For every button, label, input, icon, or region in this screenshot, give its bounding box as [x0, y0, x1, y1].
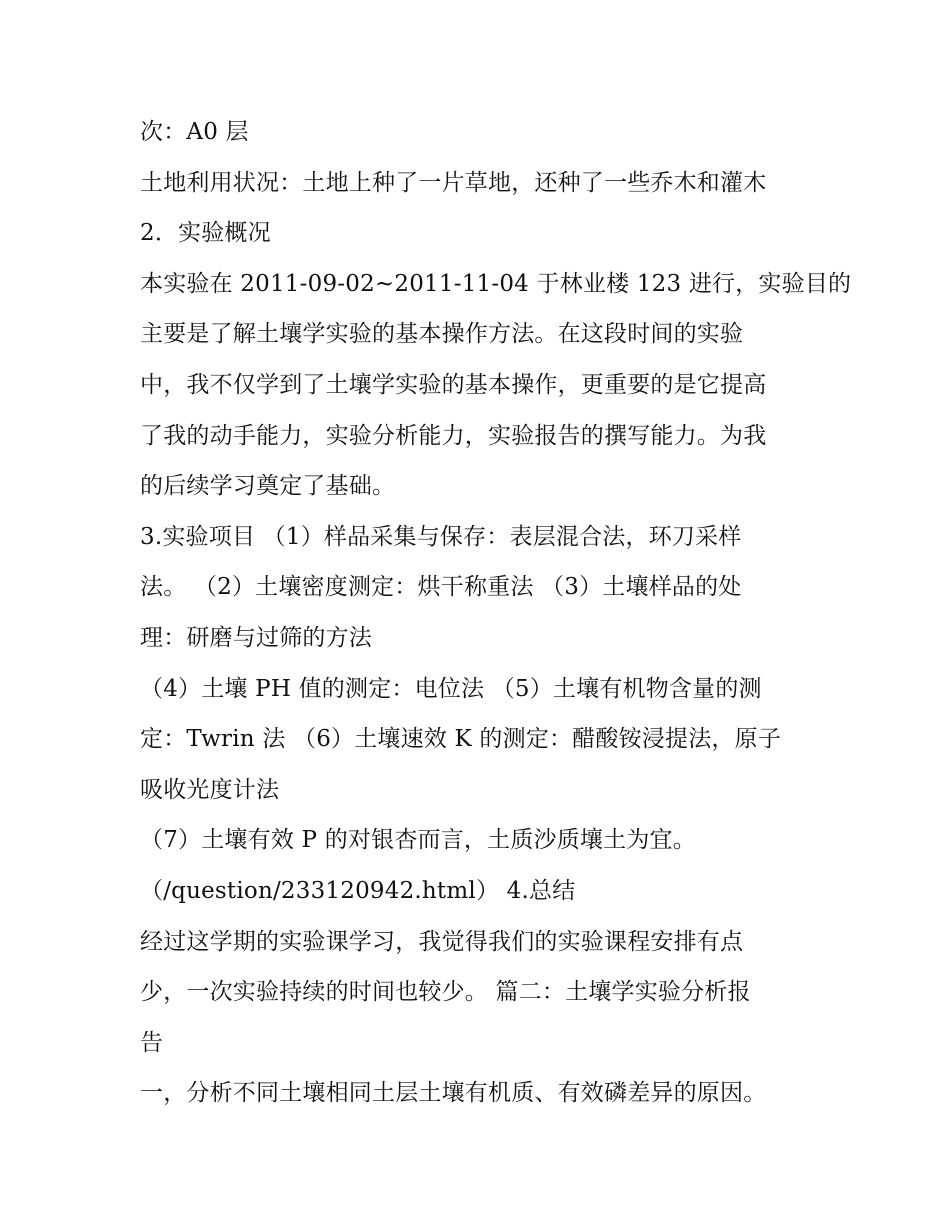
text-line: （7）土壤有效 P 的对银杏而言，土质沙质壤土为宜。	[140, 827, 696, 854]
text-line: 中，我不仅学到了土壤学实验的基本操作，更重要的是它提高	[140, 371, 767, 398]
text-line: 土地利用状况：土地上种了一片草地，还种了一些乔木和灌木	[140, 169, 767, 196]
text-line: 的后续学习奠定了基础。	[140, 473, 396, 500]
document-body	[140, 107, 852, 1119]
text-line: 经过这学期的实验课学习，我觉得我们的实验课程安排有点	[140, 928, 744, 955]
text-line: 理：研磨与过筛的方法	[140, 624, 372, 651]
text-line: 吸收光度计法	[140, 776, 280, 803]
text-line: 次：A0 层	[140, 119, 249, 145]
text-line: 少，一次实验持续的时间也较少。 篇二：土壤学实验分析报	[140, 979, 751, 1006]
text-line: 告	[140, 1029, 164, 1056]
text-line: 法。 （2）土壤密度测定：烘干称重法 （3）土壤样品的处	[140, 574, 742, 601]
section-heading: 2．实验概况	[140, 220, 271, 247]
text-line: 定：Twrin 法 （6）土壤速效 K 的测定：醋酸铵浸提法，原子	[140, 726, 782, 753]
text-line: （/question/233120942.html） 4.总结	[140, 877, 576, 904]
text-line: 主要是了解土壤学实验的基本操作方法。在这段时间的实验	[140, 321, 744, 348]
text-line: 了我的动手能力，实验分析能力，实验报告的撰写能力。为我	[140, 422, 767, 449]
text-line: 3.实验项目 （1）样品采集与保存：表层混合法，环刀采样	[140, 523, 742, 550]
text-line: 一，分析不同土壤相同土层土壤有机质、有效磷差异的原因。	[140, 1080, 767, 1107]
text-line: （4）土壤 PH 值的测定：电位法 （5）土壤有机物含量的测	[140, 675, 762, 702]
text-line: 本实验在 2011-09-02~2011-11-04 于林业楼 123 进行，实验目的	[140, 270, 852, 297]
